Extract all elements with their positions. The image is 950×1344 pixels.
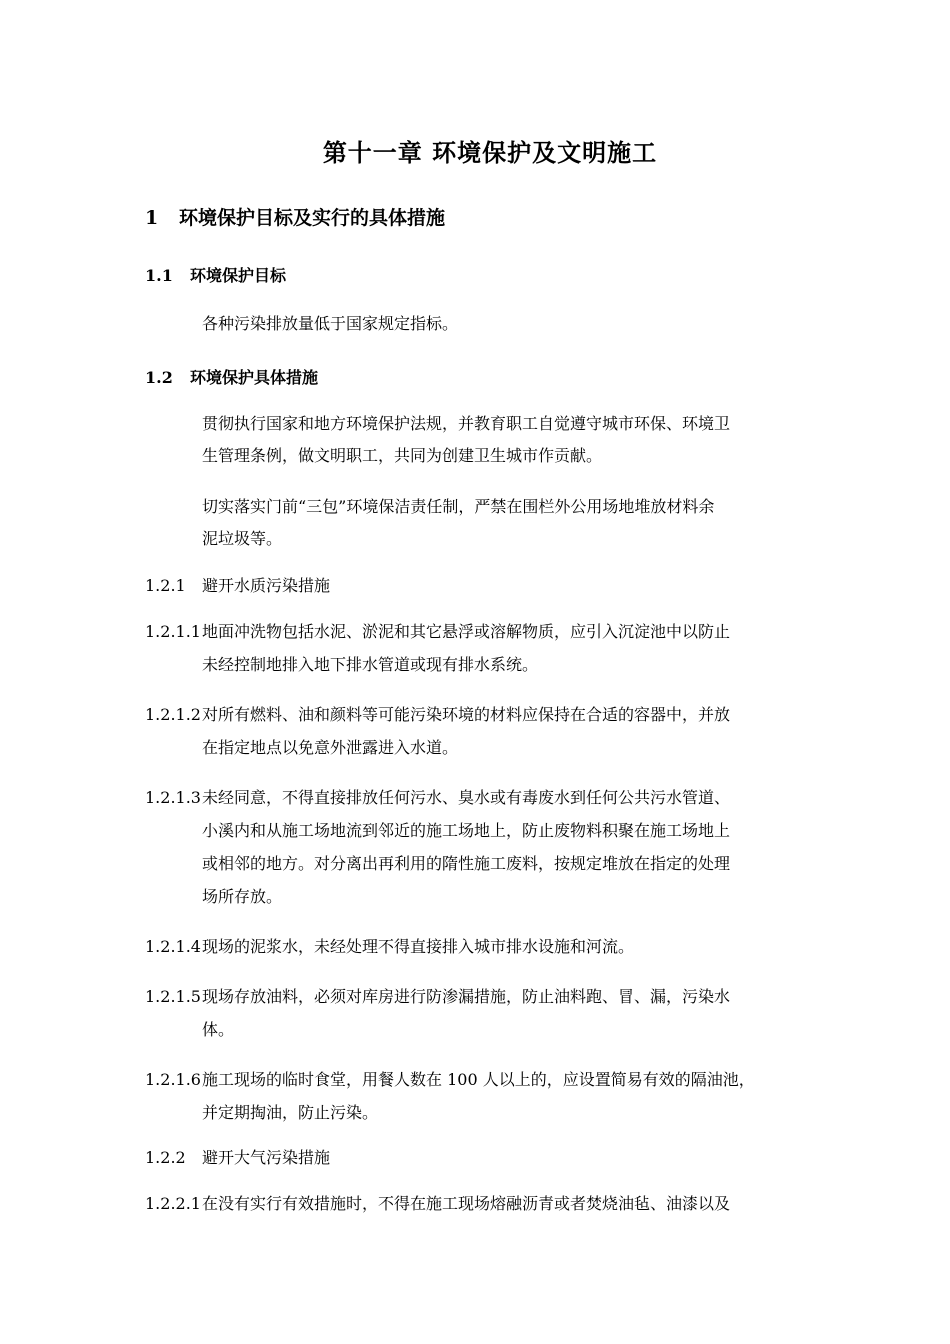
subsection-number: 1.2 <box>145 368 173 387</box>
subsection-heading-1-2 <box>145 365 318 388</box>
paragraph-1-1 <box>202 308 842 340</box>
subsection-title: 环境保护具体措施 <box>190 368 319 387</box>
chapter-title: 第十一章 环境保护及文明施工 <box>322 138 658 167</box>
item-line: 小溪内和从施工场地流到邻近的施工场地上，防止废物料积聚在施工场地上 <box>202 821 731 840</box>
paragraph-line: 生管理条例，做文明职工，共同为创建卫生城市作贡献。 <box>202 446 603 465</box>
subsection-heading-1-2-1 <box>145 573 330 596</box>
paragraph-line: 泥垃圾等。 <box>202 529 283 548</box>
item-number: 1.2.1.3 <box>145 788 201 807</box>
list-item <box>145 698 730 764</box>
subsection-number: 1.2.1 <box>145 576 186 595</box>
item-number: 1.2.2.1 <box>145 1194 201 1213</box>
item-line: 未经控制地排入地下排水管道或现有排水系统。 <box>202 655 539 674</box>
item-line: 现场的泥浆水，未经处理不得直接排入城市排水设施和河流。 <box>202 937 635 956</box>
item-number: 1.2.1.1 <box>145 622 201 641</box>
item-line: 对所有燃料、油和颜料等可能污染环境的材料应保持在合适的容器中，并放 <box>202 705 731 724</box>
paragraph-1-2-b <box>202 491 842 555</box>
item-line: 或相邻的地方。对分离出再利用的隋性施工废料，按规定堆放在指定的处理 <box>202 854 731 873</box>
subsection-title: 避开大气污染措施 <box>202 1148 331 1167</box>
list-item <box>145 1187 730 1220</box>
item-number: 1.2.1.4 <box>145 937 201 956</box>
section-number: 1 <box>145 207 159 229</box>
paragraph-line: 各种污染排放量低于国家规定指标。 <box>202 314 459 333</box>
list-item <box>145 980 730 1046</box>
item-line: 在没有实行有效措施时，不得在施工现场熔融沥青或者焚烧油毡、油漆以及 <box>202 1194 731 1213</box>
subsection-heading-1-2-2 <box>145 1145 330 1168</box>
item-number: 1.2.1.5 <box>145 987 201 1006</box>
subsection-title: 环境保护目标 <box>190 266 287 285</box>
section-heading-1 <box>145 203 445 230</box>
item-number: 1.2.1.6 <box>145 1070 201 1089</box>
subsection-title: 避开水质污染措施 <box>202 576 331 595</box>
item-line: 体。 <box>202 1020 235 1039</box>
item-line: 并定期掏油，防止污染。 <box>202 1103 379 1122</box>
section-title: 环境保护目标及实行的具体措施 <box>179 207 446 229</box>
item-line: 施工现场的临时食堂，用餐人数在 100 人以上的，应设置简易有效的隔油池， <box>202 1070 755 1089</box>
list-item <box>145 781 730 913</box>
item-line: 地面冲洗物包括水泥、淤泥和其它悬浮或溶解物质，应引入沉淀池中以防止 <box>202 622 731 641</box>
list-item <box>145 930 634 963</box>
item-line: 未经同意，不得直接排放任何污水、臭水或有毒废水到任何公共污水管道、 <box>202 788 731 807</box>
item-line: 现场存放油料，必须对库房进行防渗漏措施，防止油料跑、冒、漏，污染水 <box>202 987 731 1006</box>
list-item <box>145 615 730 681</box>
paragraph-line: 贯彻执行国家和地方环境保护法规，并教育职工自觉遵守城市环保、环境卫 <box>202 414 731 433</box>
item-line: 在指定地点以免意外泄露进入水道。 <box>202 738 459 757</box>
item-number: 1.2.1.2 <box>145 705 201 724</box>
subsection-number: 1.2.2 <box>145 1148 186 1167</box>
paragraph-line: 切实落实门前“三包”环境保洁责任制，严禁在围栏外公用场地堆放材料余 <box>202 497 715 516</box>
list-item <box>145 1063 755 1129</box>
paragraph-1-2-a <box>202 408 842 472</box>
item-line: 场所存放。 <box>202 887 283 906</box>
subsection-heading-1-1 <box>145 263 286 286</box>
subsection-number: 1.1 <box>145 266 173 285</box>
